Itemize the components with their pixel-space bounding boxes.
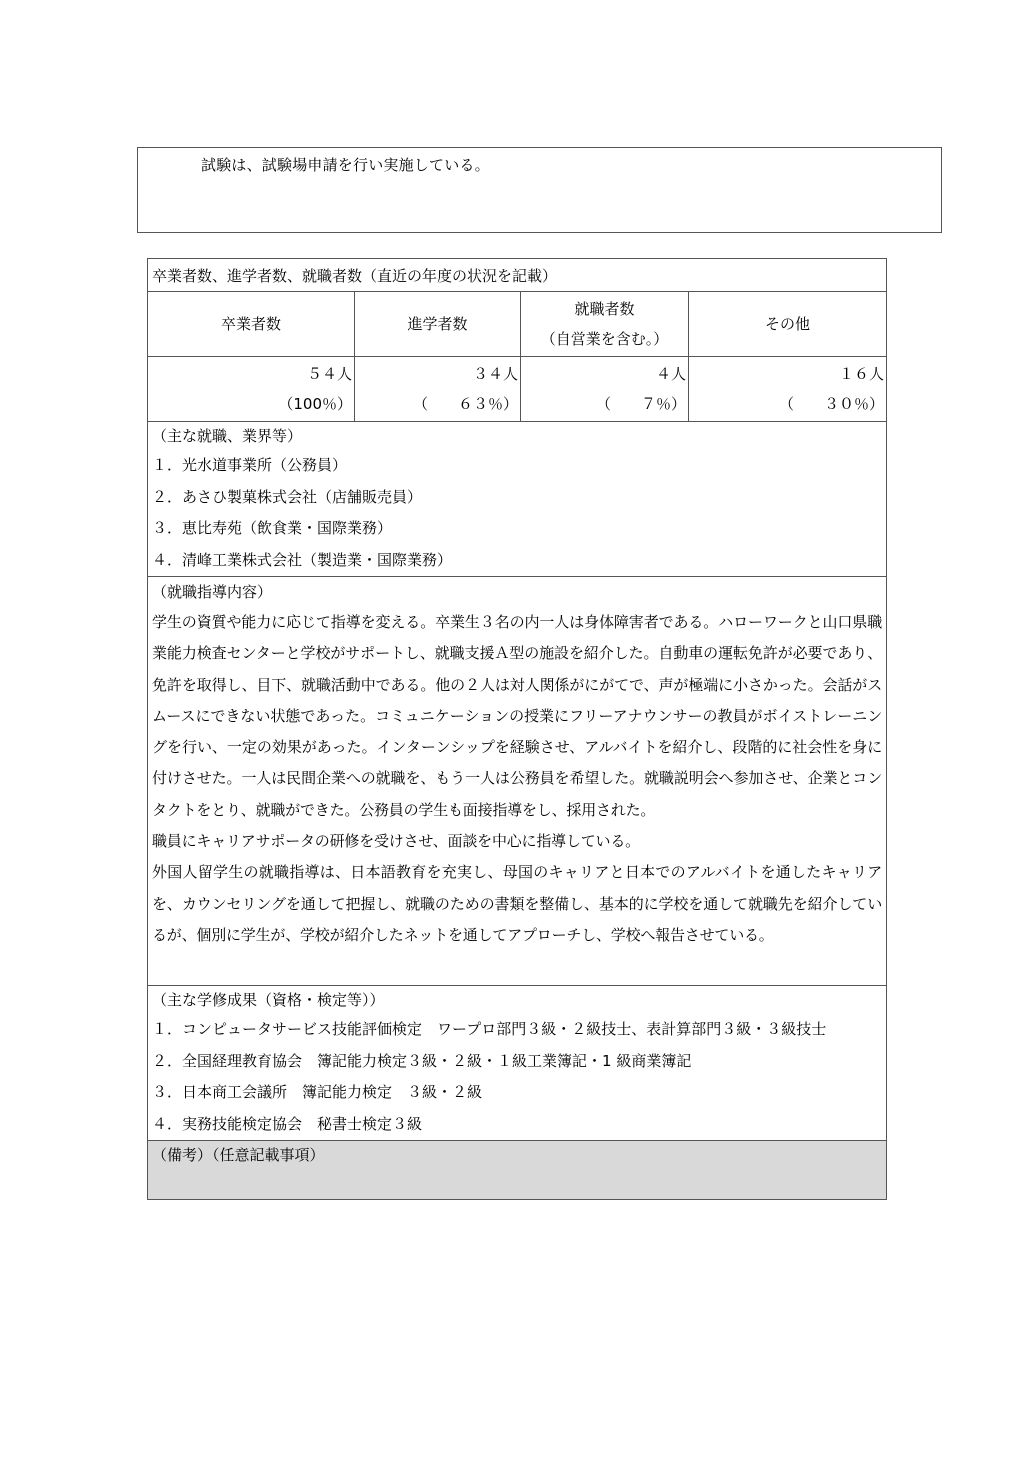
- exam-note-text: 試験は、試験場申請を行い実施している。: [201, 156, 490, 174]
- header-employed-line1: 就職者数: [574, 300, 635, 318]
- employment-item: ３．恵比寿苑（飲食業・国際業務）: [152, 519, 393, 537]
- header-other: その他: [689, 292, 887, 357]
- guidance-header: （就職指導内容）: [152, 583, 273, 601]
- header-graduates: 卒業者数: [148, 292, 355, 357]
- value-other: [689, 357, 887, 422]
- achievements-section: [148, 986, 887, 1141]
- other-count: １６人: [839, 365, 885, 383]
- exam-note-box: [137, 147, 942, 233]
- employment-header: （主な就職、業界等）: [152, 427, 303, 445]
- further-study-percent: （ ６３％）: [412, 395, 518, 413]
- achievement-item: ２．全国経理教育協会 簿記能力検定３級・２級・１級工業簿記・1 級商業簿記: [152, 1051, 692, 1070]
- further-study-count: ３４人: [472, 365, 518, 383]
- guidance-section: [148, 577, 887, 986]
- achievement-item: ４．実務技能検定協会 秘書士検定３級: [152, 1114, 423, 1133]
- remarks-header: （備考）（任意記載事項）: [152, 1146, 325, 1165]
- employed-count: ４人: [655, 365, 686, 383]
- achievement-item: ３．日本商工会議所 簿記能力検定 ３級・２級: [152, 1083, 483, 1102]
- value-employed: [521, 357, 689, 422]
- graduates-count: ５４人: [306, 365, 352, 383]
- remarks-section: [148, 1141, 887, 1200]
- guidance-paragraph: 職員にキャリアサポータの研修を受けさせ、面談を中心に指導している。: [152, 832, 640, 851]
- section-title: 卒業者数、進学者数、就職者数（直近の年度の状況を記載）: [148, 259, 887, 292]
- achievement-item: １．コンピュータサービス技能評価検定 ワープロ部門３級・２級技士、表計算部門３級・３級技士: [152, 1020, 827, 1039]
- employment-item: ４．清峰工業株式会社（製造業・国際業務）: [152, 550, 453, 569]
- employment-section: [148, 422, 887, 577]
- employment-item: １．光水道事業所（公務員）: [152, 456, 348, 474]
- guidance-paragraph: 外国人留学生の就職指導は、日本語教育を充実し、母国のキャリアと日本でのアルバイトを通したキャリアを、カウンセリングを通して把握し、就職のための書類を整備し、基本的に学校を通して就職先を紹介しているが、個別に学生が、学校が紹介したネットを通してアプローチし、学校へ報告させている。: [152, 863, 883, 944]
- guidance-paragraph: 学生の資質や能力に応じて指導を変える。卒業生３名の内一人は身体障害者である。ハローワークと山口県職業能力検査センターと学校がサポートし、就職支援Ａ型の施設を紹介した。自動車の運転免許が必要であり、免許を取得し、目下、就職活動中である。他の２人は対人関係がにがてで、声が極端に小さかった。会話がスムースにできない状態であった。コミュニケーションの授業にフリーアナウンサーの教員がボイストレーニングを行い、一定の効果があった。インターンシップを経験させ、アルバイトを紹介し、段階的に社会性を身に付けさせた。一人は民間企業への就職を、もう一人は公務員を希望した。就職説明会へ参加させ、企業とコンタクトをとり、就職ができた。公務員の学生も面接指導をし、採用された。: [152, 613, 883, 819]
- employed-percent: （ ７％）: [595, 395, 686, 413]
- graduate-stats-table: [147, 258, 887, 1200]
- other-percent: （ ３０％）: [779, 395, 885, 413]
- graduates-percent: （100％）: [278, 395, 352, 413]
- header-employed-line2: （自営業を含む。）: [540, 330, 669, 348]
- header-further-study: 進学者数: [355, 292, 521, 357]
- employment-item: ２．あさひ製菓株式会社（店舗販売員）: [152, 487, 423, 506]
- header-employed: [521, 292, 689, 357]
- achievements-header: （主な学修成果（資格・検定等））: [152, 991, 385, 1010]
- value-further-study: [355, 357, 521, 422]
- value-graduates: [148, 357, 355, 422]
